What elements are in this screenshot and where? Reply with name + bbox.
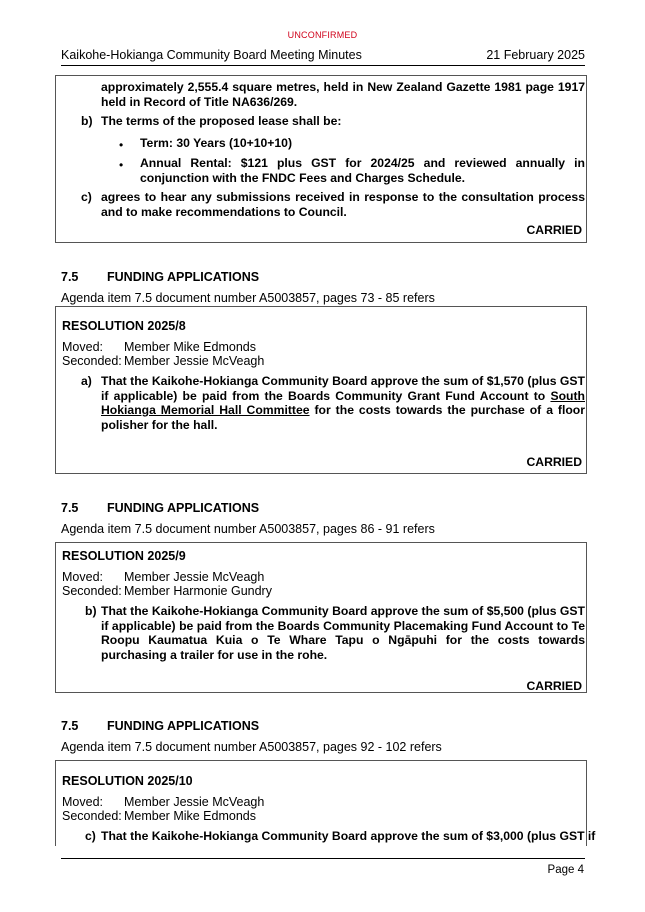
moved-by: Member Jessie McVeagh [124,795,265,809]
moved-line: Moved: Member Jessie McVeagh [62,795,265,809]
moved-line: Moved: Member Jessie McVeagh [62,570,265,584]
section-title: FUNDING APPLICATIONS [107,719,260,733]
resolution-title: RESOLUTION 2025/10 [62,774,193,788]
clause-letter: c) [85,829,96,843]
resolution-clause: a) That the Kaikohe-Hokianga Community Board approve the sum of $1,570 (plus GST if applicable) be paid from the Boards Community Grant Fund Account to South Hokianga Memorial Hall Committee for the costs towards the purchase of a floor polisher for the hall. [81,374,585,432]
seconded-line: Seconded: Member Jessie McVeagh [62,354,265,368]
agenda-reference: Agenda item 7.5 document number A5003857, pages 73 - 85 refers [61,291,435,305]
resolution-title: RESOLUTION 2025/9 [62,549,186,563]
organisation-name: South Hokianga Memorial Hall Committee [101,388,585,417]
section-heading [61,270,259,284]
bullet-icon: • [119,138,124,152]
carried-label: CARRIED [526,455,582,469]
section-number: 7.5 [61,719,79,733]
seconded-line: Seconded: Member Harmonie Gundry [62,584,272,598]
seconded-line: Seconded: Member Mike Edmonds [62,809,256,823]
page-number: Page 4 [547,864,584,876]
document-title: Kaikohe-Hokianga Community Board Meeting Minutes [61,48,362,62]
section-title: FUNDING APPLICATIONS [107,270,260,284]
moved-by: Member Jessie McVeagh [124,570,265,584]
resolution-clause: c) That the Kaikohe-Hokianga Community Board approve the sum of $3,000 (plus GST if [85,829,596,843]
agenda-reference: Agenda item 7.5 document number A5003857, pages 86 - 91 refers [61,522,435,536]
section-number: 7.5 [61,501,79,515]
seconded-by: Member Harmonie Gundry [124,584,272,598]
section-number: 7.5 [61,270,79,284]
moved-line: Moved: Member Mike Edmonds [62,340,256,354]
seconded-by: Member Jessie McVeagh [124,354,265,368]
moved-by: Member Mike Edmonds [124,340,256,354]
resolution-clause: b) That the Kaikohe-Hokianga Community Board approve the sum of $5,500 (plus GST if applicable) be paid from the Boards Community Placemaking Fund Account to Te Roopu Kaumatua Kuia o Te Whare Tapu o Ngāpuhi for the costs towards purchasing a trailer for use in the rohe. [85,604,585,662]
section-heading [61,719,259,733]
resolution-title: RESOLUTION 2025/8 [62,319,186,333]
footer-divider [61,858,585,859]
continued-resolution-box [55,75,587,243]
page-header [61,48,585,66]
agenda-reference: Agenda item 7.5 document number A5003857, pages 92 - 102 refers [61,740,442,754]
section-heading [61,501,259,515]
seconded-by: Member Mike Edmonds [124,809,256,823]
carried-label: CARRIED [526,679,582,693]
clause-b-letter: b) [81,114,93,128]
bullet-icon: • [119,158,124,172]
clause-letter: b) [85,604,97,618]
clause-letter: a) [81,374,92,388]
resolution-box [55,760,596,846]
meeting-date: 21 February 2025 [486,48,585,62]
resolution-box [55,306,587,474]
carried-label: CARRIED [526,223,582,237]
clause-c-letter: c) [81,190,92,204]
clause-b: b) The terms of the proposed lease shall be: [81,114,342,128]
clause-c: c) agrees to hear any submissions received in response to the consultation process and to make recommendations to Council. [81,190,585,219]
resolution-box [55,542,587,693]
section-title: FUNDING APPLICATIONS [107,501,260,515]
bullet-term: Term: 30 Years (10+10+10) [140,136,293,150]
bullet-rental: Annual Rental: $121 plus GST for 2024/25 and reviewed annually in conjunction with the FNDC Fees and Charges Schedule. [140,156,585,185]
continued-text: approximately 2,555.4 square metres, held in New Zealand Gazette 1981 page 1917 held in Record of Title NA636/269. [101,80,585,109]
unconfirmed-watermark: UNCONFIRMED [287,30,358,40]
